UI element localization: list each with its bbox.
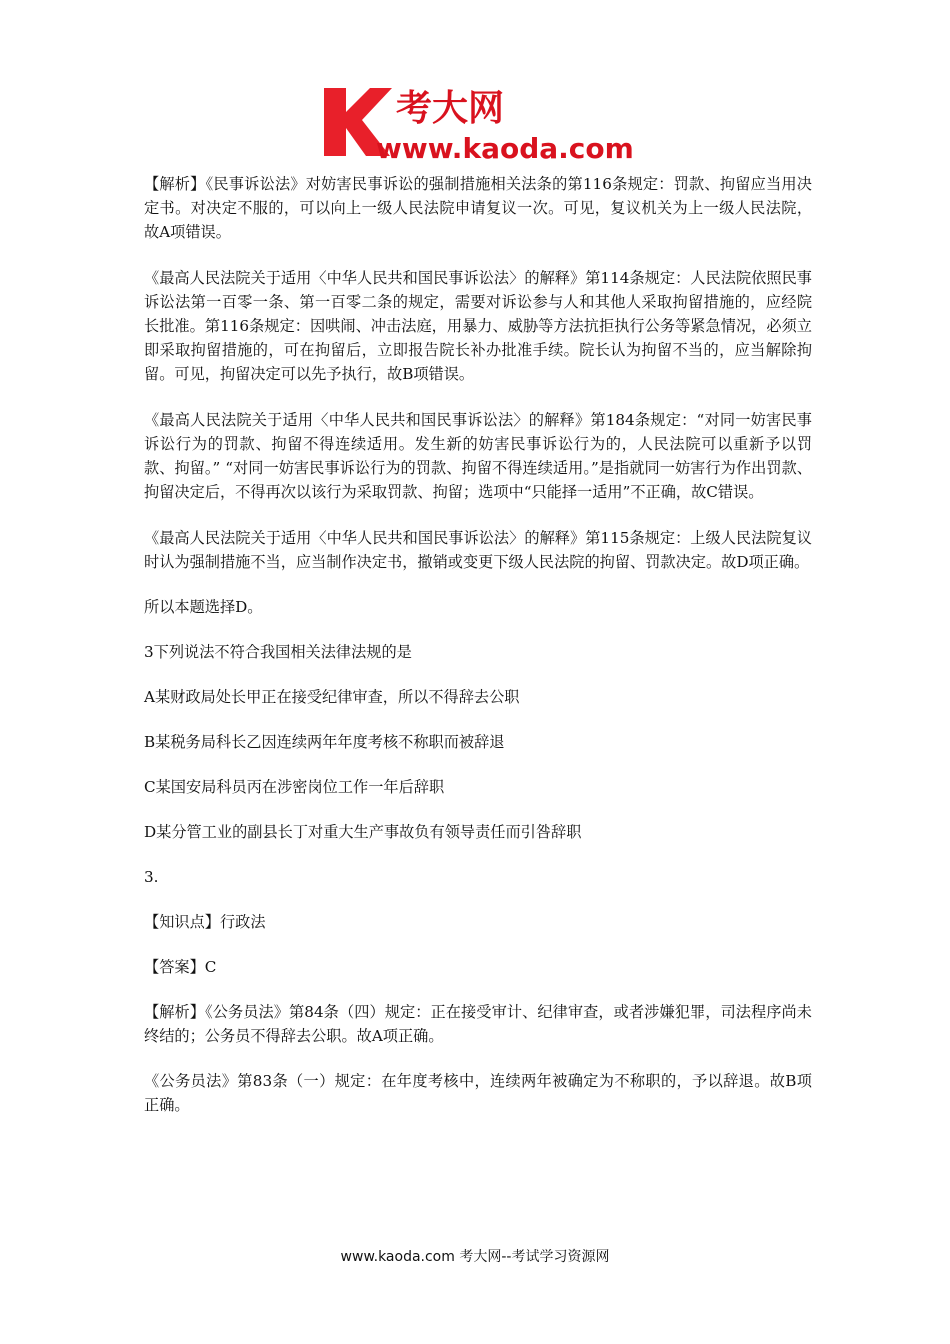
option-c: C某国安局科员丙在涉密岗位工作一年后辞职 [144,778,445,796]
paragraph-analysis-4: 《最高人民法院关于适用〈中华人民共和国民事诉讼法〉的解释》第115条规定：上级人民法院复议时认为强制措施不当，应当制作决定书，撤销或变更下级人民法院的拘留、罚款决定。故D项正确。 [144,529,812,571]
kaoda-logo-icon [318,82,640,162]
option-b: B某税务局科长乙因连续两年年度考核不称职而被辞退 [144,733,505,751]
paragraph-conclusion: 所以本题选择D。 [144,598,263,616]
option-d: D某分管工业的副县长丁对重大生产事故负有领导责任而引咎辞职 [144,823,582,841]
paragraph-analysis-6: 《公务员法》第83条（一）规定：在年度考核中，连续两年被确定为不称职的，予以辞退。故B项正确。 [144,1072,812,1114]
page-footer: www.kaoda.com 考大网--考试学习资源网 [340,1249,610,1265]
answer: 【答案】C [144,958,217,976]
knowledge-point: 【知识点】行政法 [144,913,266,931]
paragraph-analysis-2: 《最高人民法院关于适用〈中华人民共和国民事诉讼法〉的解释》第114条规定：人民法院依照民事诉讼法第一百零一条、第一百零二条的规定，需要对诉讼参与人和其他人采取拘留措施的，应经院长批准。第116条规定：因哄闹、冲击法庭，用暴力、威胁等方法抗拒执行公务等紧急情况，必须立即采取拘留措施的，可在拘留后，立即报告院长补办批准手续。院长认为拘留不当的，应当解除拘留。可见，拘留决定可以先予执行，故B项错误。 [144,269,812,383]
question-number: 3. [144,868,159,886]
paragraph-analysis-1: 【解析】《民事诉讼法》对妨害民事诉讼的强制措施相关法条的第116条规定：罚款、拘留应当用决定书。对决定不服的，可以向上一级人民法院申请复议一次。可见，复议机关为上一级人民法院，故A项错误。 [144,175,812,241]
paragraph-analysis-3: 《最高人民法院关于适用〈中华人民共和国民事诉讼法〉的解释》第184条规定：“对同一妨害民事诉讼行为的罚款、拘留不得连续适用。发生新的妨害民事诉讼行为的，人民法院可以重新予以罚款、拘留。” “对同一妨害民事诉讼行为的罚款、拘留不得连续适用。”是指就同一妨害行为作出罚款、拘留决定后，不得再次以该行为采取罚款、拘留；选项中“只能择一适用”不正确，故C错误。 [144,411,812,501]
paragraph-analysis-5: 【解析】《公务员法》第84条（四）规定：正在接受审计、纪律审查，或者涉嫌犯罪，司法程序尚未终结的；公务员不得辞去公职。故A项正确。 [144,1003,812,1045]
option-a: A某财政局处长甲正在接受纪律审查，所以不得辞去公职 [144,688,520,706]
kaoda-logo [318,82,640,162]
question-stem: 3下列说法不符合我国相关法律法规的是 [144,643,412,661]
logo-title: 考大网 [396,88,505,129]
document-body [144,172,812,1117]
logo-url: www.kaoda.com [376,132,634,162]
